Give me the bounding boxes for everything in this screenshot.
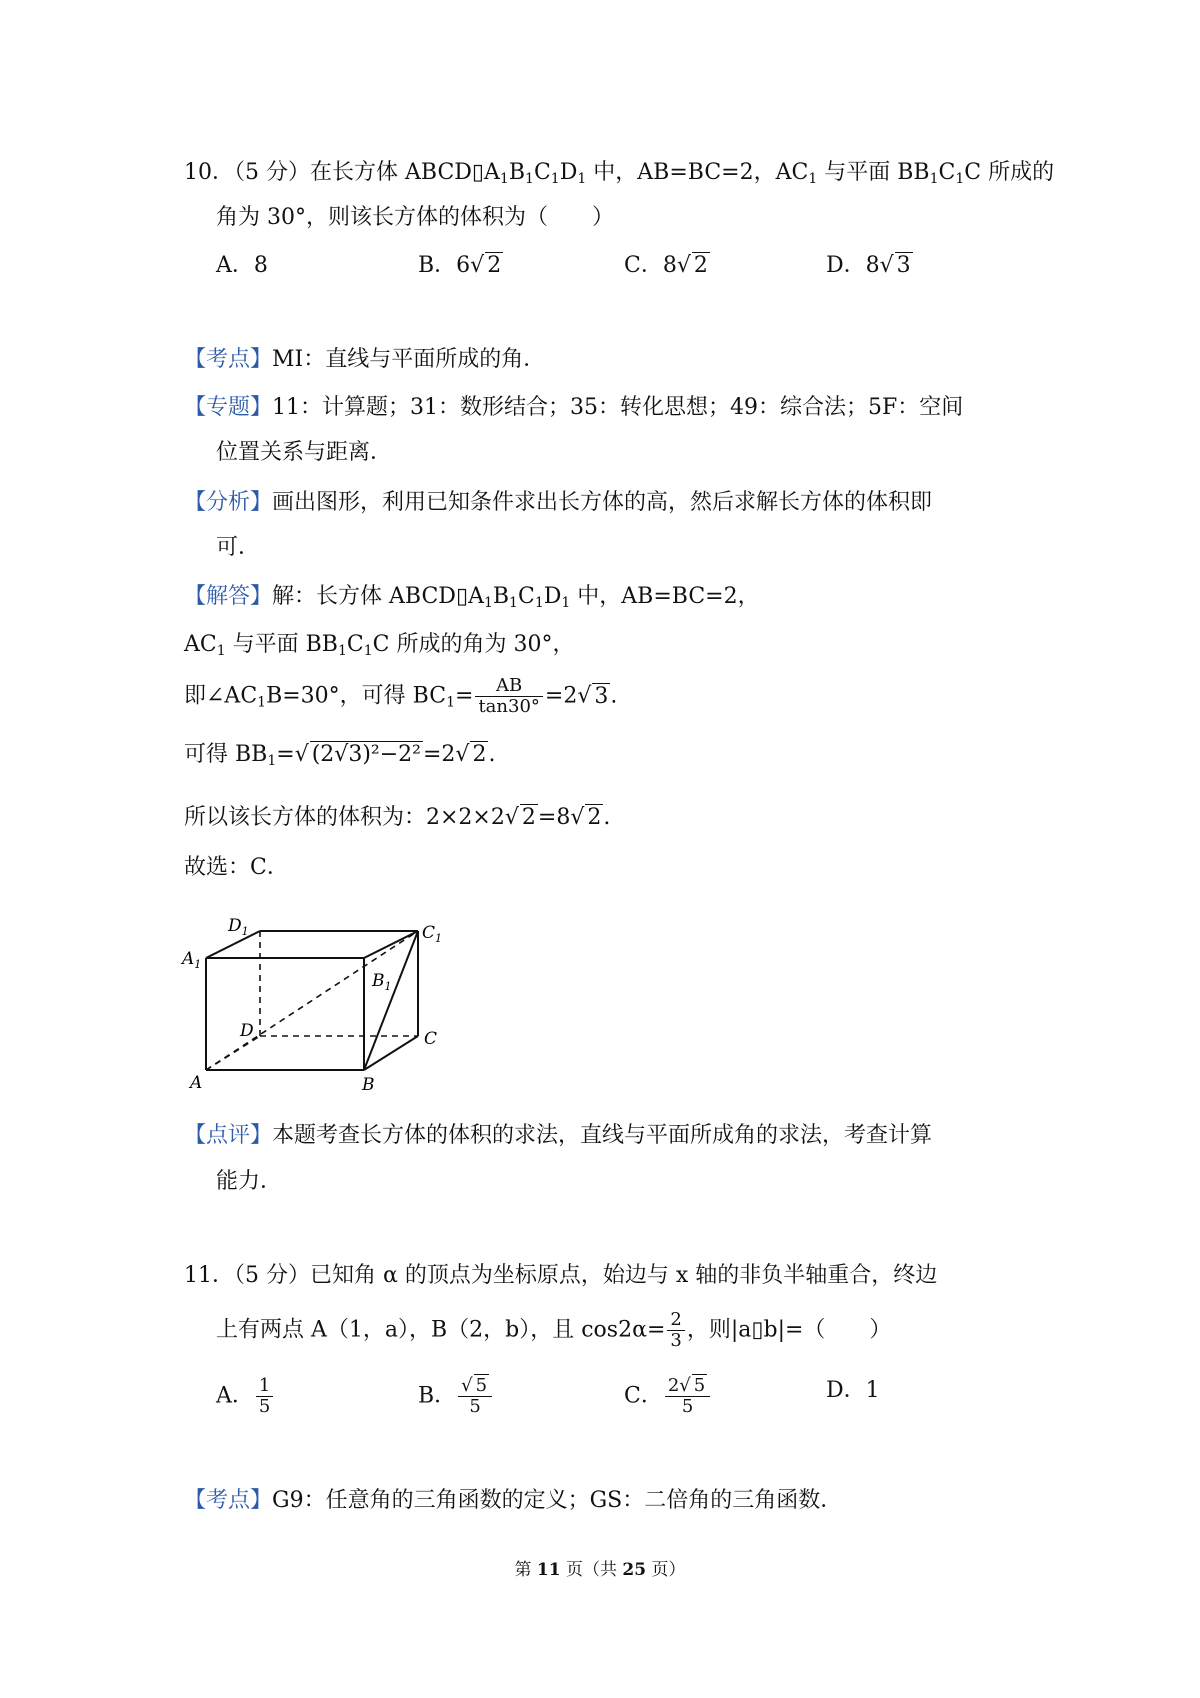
solution-text: 可得 BB <box>184 742 268 767</box>
solution-text: =2 <box>544 683 578 709</box>
footer-text: 第 <box>514 1560 537 1580</box>
section-tag: 【考点】 <box>184 347 273 372</box>
edge-bc1 <box>364 931 418 1070</box>
q10-option-c: C．8√ 2 <box>624 253 708 278</box>
section-text: 解：长方体 ABCD <box>272 584 456 609</box>
fraction-denominator: 3 <box>670 1330 682 1351</box>
q11-text: 上有两点 A（1，a），B（2，b），且 cos2α= <box>216 1317 666 1343</box>
q11-kaodian <box>184 1486 842 1516</box>
q10-solution-line5: 所以该长方体的体积为：2×2×2√ 2=8√ 2. <box>184 805 611 830</box>
subscript: 1 <box>509 595 518 611</box>
option-value: 8 <box>865 253 880 278</box>
q10-solution-line2 <box>184 630 575 666</box>
fraction-numerator: √ 5 <box>458 1376 492 1397</box>
subscript: 1 <box>216 643 226 659</box>
solution-text: B=30°，可得 BC <box>266 683 447 709</box>
fraction <box>475 676 542 717</box>
subscript: 1 <box>534 595 544 611</box>
fraction-denominator: 5 <box>258 1396 271 1417</box>
section-text: 中，AB=BC=2， <box>570 584 760 609</box>
section-text: G9：任意角的三角函数的定义；GS：二倍角的三角函数． <box>272 1488 843 1513</box>
page-footer <box>0 1555 1200 1580</box>
q10-jieda-line1 <box>184 582 760 618</box>
q10-kaodian <box>184 345 545 375</box>
solution-text: = <box>276 742 295 767</box>
section-tag: 【考点】 <box>184 1488 273 1513</box>
subscript: 1 <box>550 171 560 187</box>
q10-solution-line3: 即$\angle AC_1B=30^\circ$，可得 $BC_1=$ $\frac{AB}{\tan 30^\circ}$ =2√ 3. <box>184 675 618 717</box>
label-b: B <box>362 1075 375 1095</box>
radicand: 3 <box>594 683 609 709</box>
option-label: D． <box>826 253 866 278</box>
section-tag: 【专题】 <box>184 395 273 420</box>
radicand: 2 <box>487 253 502 278</box>
q10-stem-line1 <box>184 158 1054 194</box>
q11-option-a <box>216 1376 275 1417</box>
radicand: 3 <box>896 253 911 278</box>
missing-glyph: ▯ <box>751 1317 764 1343</box>
q10-fenxi-line1 <box>184 488 932 518</box>
option-label: C． <box>624 1383 663 1409</box>
option-value: 6 <box>456 253 471 278</box>
q10-text: B <box>508 160 526 185</box>
solution-text: . <box>488 742 496 767</box>
label-subscript: 1 <box>194 958 202 971</box>
label-letter: C <box>422 923 436 943</box>
label-letter: D <box>228 916 242 936</box>
option-label: A． <box>216 1383 254 1409</box>
q10-stem-line2: 角为 30°，则该长方体的体积为（ ） <box>216 205 614 230</box>
q10-text: 10．（5 分）在长方体 ABCD <box>184 160 472 185</box>
q10-text: C 所成的 <box>964 160 1055 185</box>
section-text: A <box>468 584 484 609</box>
section-text: 本题考查长方体的体积的求法，直线与平面所成角的求法，考查计算 <box>272 1123 933 1148</box>
fraction-numerator: 2√ 5 <box>665 1376 710 1397</box>
option-label: C． <box>624 253 663 278</box>
fraction-denominator: 5 <box>681 1396 694 1417</box>
subscript: 1 <box>929 171 939 187</box>
q10-text: C <box>938 160 956 185</box>
fraction <box>256 1376 273 1417</box>
label-c: C <box>424 1029 438 1049</box>
solution-text: C <box>346 632 364 657</box>
footer-text: 页） <box>646 1560 686 1580</box>
label-letter: B <box>372 971 385 991</box>
fraction-denominator: tan30° <box>478 696 540 717</box>
solution-text: 与平面 BB <box>225 632 338 657</box>
solution-text: . <box>610 683 618 709</box>
q10-fenxi-line2: 可． <box>216 535 261 560</box>
coefficient: 2 <box>667 1375 680 1396</box>
label-a: A <box>190 1073 203 1093</box>
subscript: 1 <box>337 643 347 659</box>
subscript: 1 <box>499 171 509 187</box>
option-value: 8 <box>253 253 268 278</box>
section-tag: 【解答】 <box>184 584 273 609</box>
section-tag: 【点评】 <box>184 1123 273 1148</box>
subscript: 1 <box>267 753 277 769</box>
q10-option-d: D．8√ 3 <box>826 253 911 278</box>
label-subscript: 1 <box>435 932 443 945</box>
fraction-numerator: 2 <box>667 1310 684 1331</box>
q10-solution-line6: 故选：C． <box>184 855 289 880</box>
solution-text: . <box>603 805 611 830</box>
q11-text: ，则|a <box>686 1317 752 1343</box>
hidden-edge-ad <box>206 1036 260 1070</box>
solution-text: 所以该长方体的体积为：2×2×2 <box>184 805 505 830</box>
label-c1 <box>422 923 442 945</box>
footer-text: 页（共 <box>560 1560 623 1580</box>
fraction <box>458 1376 492 1417</box>
q10-text: 与平面 BB <box>817 160 930 185</box>
radicand: 2 <box>693 253 708 278</box>
solution-text: AC <box>184 632 217 657</box>
section-text: MI：直线与平面所成的角． <box>272 347 546 372</box>
section-text: 11：计算题；31：数形结合；35：转化思想；49：综合法；5F：空间 <box>272 395 964 420</box>
edge-bc <box>364 1036 418 1070</box>
hidden-edge-ac1 <box>206 931 418 1070</box>
fraction <box>667 1310 684 1351</box>
fraction-denominator: 5 <box>469 1396 481 1417</box>
q11-option-b <box>418 1376 494 1417</box>
subscript: 1 <box>257 694 267 711</box>
q10-dianping-line2: 能力． <box>216 1169 283 1194</box>
section-text: B <box>492 584 510 609</box>
q10-zhuanti-line2: 位置关系与距离． <box>216 440 393 465</box>
page-number: 11 <box>536 1560 561 1580</box>
solution-text: = <box>455 683 474 709</box>
subscript: 1 <box>525 171 534 187</box>
q11-option-c <box>624 1376 712 1417</box>
fraction-numerator: 1 <box>256 1376 273 1397</box>
q10-option-a <box>216 251 268 281</box>
subscript: 1 <box>808 171 818 187</box>
radicand: 2 <box>587 805 602 830</box>
q10-text: C <box>533 160 551 185</box>
q10-text: 中，AB=BC=2，AC <box>586 160 809 185</box>
label-d: D <box>240 1021 254 1041</box>
q10-dianping-line1 <box>184 1121 932 1151</box>
radicand: 2 <box>472 742 487 767</box>
label-b1 <box>371 971 392 993</box>
q11-stem-line2 <box>216 1310 891 1351</box>
option-value: 1 <box>865 1378 880 1403</box>
missing-glyph: ▯ <box>455 584 469 609</box>
fraction <box>665 1376 710 1417</box>
radicand: 5 <box>693 1375 706 1396</box>
solution-text: =2 <box>422 742 456 767</box>
option-label: D． <box>826 1378 866 1403</box>
subscript: 1 <box>483 595 493 611</box>
section-tag: 【分析】 <box>184 490 273 515</box>
subscript: 1 <box>363 643 373 659</box>
subscript: 1 <box>446 694 455 711</box>
subscript: 1 <box>577 171 587 187</box>
radicand: (2√3)²−2² <box>311 742 421 767</box>
section-text: C <box>517 584 535 609</box>
option-label: B． <box>418 253 457 278</box>
radicand: 5 <box>475 1375 488 1396</box>
radicand: 2 <box>521 805 536 830</box>
label-a1 <box>180 949 201 971</box>
q10-solution-line4: 可得 $BB_1=√$ (2√3)²−2²=2√ 2. <box>184 742 496 769</box>
option-value: 8 <box>662 253 677 278</box>
cuboid-diagram <box>178 908 448 1100</box>
option-label: B． <box>418 1383 457 1409</box>
label-letter: A <box>182 949 195 969</box>
option-label: A． <box>216 253 254 278</box>
q10-zhuanti-line1 <box>184 393 963 423</box>
subscript: 1 <box>561 595 571 611</box>
q10-option-b: B．6√ 2 <box>418 253 502 278</box>
solution-text: 即∠AC <box>184 683 258 709</box>
q11-option-d <box>826 1376 880 1406</box>
solution-text: =8 <box>537 805 571 830</box>
fraction-numerator: AB <box>475 676 542 697</box>
q10-text: D <box>559 160 578 185</box>
q11-stem-line1: 11．（5 分）已知角 α 的顶点为坐标原点，始边与 x 轴的非负半轴重合，终边 <box>184 1263 938 1288</box>
label-subscript: 1 <box>241 925 249 938</box>
missing-glyph: ▯ <box>471 160 485 185</box>
section-text: 画出图形，利用已知条件求出长方体的高，然后求解长方体的体积即 <box>272 490 933 515</box>
total-pages: 25 <box>622 1560 647 1580</box>
label-d1 <box>227 916 249 938</box>
q11-text: b|=（ ） <box>763 1317 892 1343</box>
solution-text: C 所成的角为 30°， <box>372 632 575 657</box>
q10-text: A <box>484 160 500 185</box>
label-subscript: 1 <box>384 980 392 993</box>
section-text: D <box>543 584 562 609</box>
subscript: 1 <box>955 171 965 187</box>
